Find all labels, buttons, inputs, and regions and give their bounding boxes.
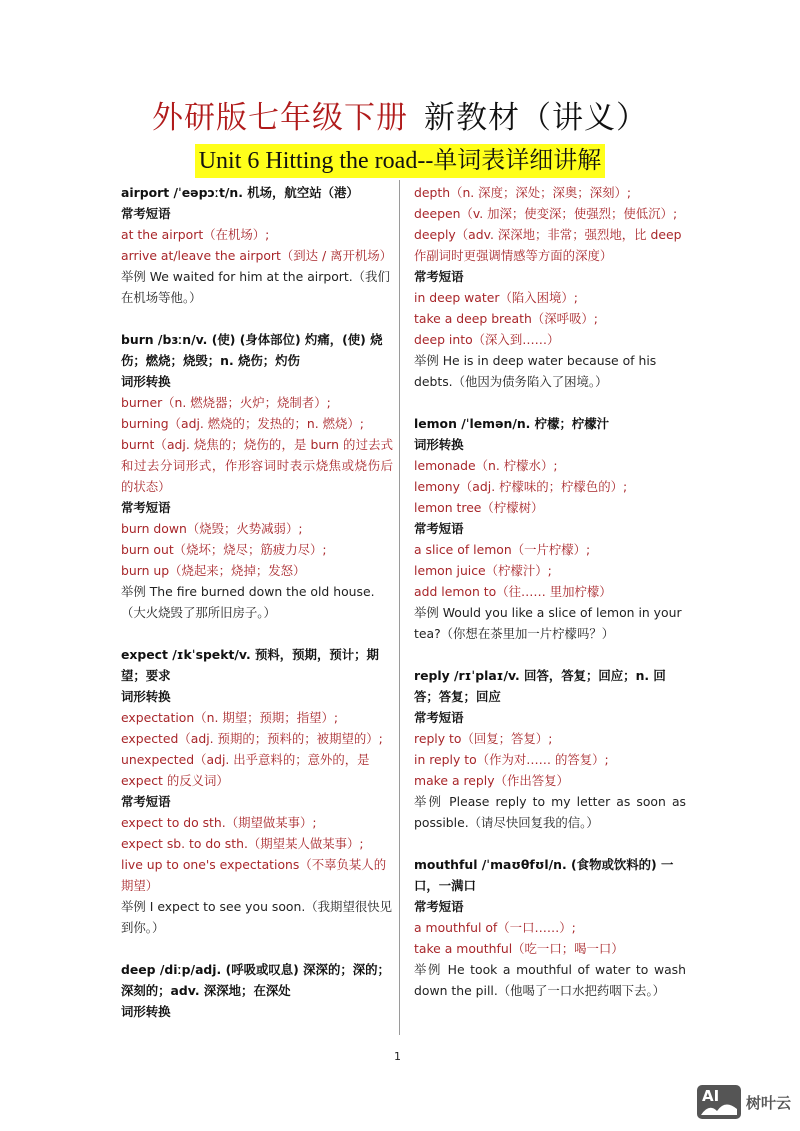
word-form-item: burnt（adj. 烧焦的；烧伤的，是 burn 的过去式和过去分词形式，作形容词时表示烧焦或烧伤后的状态） — [121, 437, 393, 494]
example-sentence: 举例 The fire burned down the old house.（大火烧毁了那所旧房子。） — [121, 584, 375, 620]
section-label: 词形转换 — [414, 437, 464, 452]
phrase-item: expect to do sth.（期望做某事）; — [121, 815, 317, 830]
entry-lemon — [414, 413, 686, 644]
right-column — [414, 182, 686, 1001]
example-sentence: 举例 He is in deep water because of his debts.（他因为债务陷入了困境。） — [414, 353, 657, 389]
example-sentence: 举例 I expect to see you soon.（我期望很快见到你。） — [121, 899, 393, 935]
phrase-item: lemon juice（柠檬汁）; — [414, 563, 552, 578]
entry-head: burn /bɜːn/v. (使) (身体部位) 灼痛，(使) 烧伤；燃烧；烧毁；n. 烧伤；灼伤 — [121, 332, 383, 368]
title-black: 新教材（讲义） — [424, 100, 648, 136]
phrase-item: deep into（深入到……） — [414, 332, 560, 347]
entry-deep-continued — [414, 182, 686, 392]
entry-head: mouthful /ˈmaʊθfʊl/n. (食物或饮料的) 一口，一满口 — [414, 857, 674, 893]
column-divider — [399, 180, 400, 1035]
phrase-item: burn up（烧起来；烧掉；发怒） — [121, 563, 306, 578]
word-form-item: expectation（n. 期望；预期；指望）; — [121, 710, 339, 725]
word-form-item: unexpected（adj. 出乎意料的；意外的，是 expect 的反义词） — [121, 752, 370, 788]
watermark — [697, 1085, 791, 1119]
word-form-item: lemony（adj. 柠檬味的；柠檬色的）; — [414, 479, 628, 494]
entry-head: deep /diːp/adj. (呼吸或叹息) 深深的；深的；深刻的；adv. 深深地；在深处 — [121, 962, 390, 998]
entry-head: airport /ˈeəpɔːt/n. 机场，航空站（港） — [121, 185, 359, 200]
document-subtitle: Unit 6 Hitting the road--单词表详细讲解 — [195, 144, 606, 178]
document-title — [0, 96, 800, 140]
example-sentence: 举例 Would you like a slice of lemon in your tea?（你想在茶里加一片柠檬吗？） — [414, 605, 682, 641]
word-form-item: lemon tree（柠檬树） — [414, 500, 544, 515]
section-label: 词形转换 — [121, 1004, 171, 1019]
subtitle-wrap — [0, 144, 800, 178]
entry-reply — [414, 665, 686, 833]
phrase-item: burn out（烧坏；烧尽；筋疲力尽）; — [121, 542, 327, 557]
entry-mouthful — [414, 854, 686, 1001]
left-column — [121, 182, 393, 1022]
section-label: 常考短语 — [414, 269, 464, 284]
example-sentence: 举例 Please reply to my letter as soon as possible.（请尽快回复我的信。） — [414, 794, 686, 830]
word-form-item: deeply（adv. 深深地；非常；强烈地，比 deep 作副词时更强调情感等方面的深度） — [414, 227, 682, 263]
word-form-item: burning（adj. 燃烧的；发热的；n. 燃烧）; — [121, 416, 364, 431]
phrase-item: arrive at/leave the airport（到达 / 离开机场） — [121, 248, 393, 263]
phrase-item: take a mouthful（吃一口；喝一口） — [414, 941, 624, 956]
phrase-item: in deep water（陷入困境）; — [414, 290, 578, 305]
section-label: 常考短语 — [414, 710, 464, 725]
phrase-item: a slice of lemon（一片柠檬）; — [414, 542, 591, 557]
phrase-item: in reply to（作为对…… 的答复）; — [414, 752, 609, 767]
phrase-item: take a deep breath（深呼吸）; — [414, 311, 598, 326]
section-label: 常考短语 — [121, 206, 171, 221]
section-label: 常考短语 — [121, 500, 171, 515]
entry-head: reply /rɪˈplaɪ/v. 回答，答复；回应；n. 回答；答复；回应 — [414, 668, 666, 704]
phrase-item: add lemon to（往…… 里加柠檬） — [414, 584, 612, 599]
phrase-item: expect sb. to do sth.（期望某人做某事）; — [121, 836, 364, 851]
example-sentence: 举例 We waited for him at the airport.（我们在机场等他。） — [121, 269, 390, 305]
example-sentence: 举例 He took a mouthful of water to wash down the pill.（他喝了一口水把药咽下去。） — [414, 962, 686, 998]
watermark-icon-text: AI — [702, 1087, 720, 1105]
word-form-item: expected（adj. 预期的；预料的；被期望的）; — [121, 731, 383, 746]
section-label: 词形转换 — [121, 374, 171, 389]
entry-burn — [121, 329, 393, 623]
word-form-item: depth（n. 深度；深处；深奥；深刻）; — [414, 185, 632, 200]
phrase-item: reply to（回复；答复）; — [414, 731, 553, 746]
phrase-item: burn down（烧毁；火势减弱）; — [121, 521, 303, 536]
ai-image-icon — [697, 1085, 741, 1119]
title-red: 外研版七年级下册 — [152, 100, 408, 136]
section-label: 常考短语 — [414, 899, 464, 914]
word-form-item: burner（n. 燃烧器；火炉；烧制者）; — [121, 395, 331, 410]
entry-head: expect /ɪkˈspekt/v. 预料，预期，预计；期望；要求 — [121, 647, 379, 683]
phrase-item: a mouthful of（一口……）; — [414, 920, 576, 935]
section-label: 常考短语 — [121, 794, 171, 809]
entry-head: lemon /ˈlemən/n. 柠檬；柠檬汁 — [414, 416, 610, 431]
entry-airport — [121, 182, 393, 308]
entry-expect — [121, 644, 393, 938]
page-number: 1 — [394, 1050, 401, 1063]
phrase-item: at the airport（在机场）; — [121, 227, 270, 242]
entry-deep — [121, 959, 393, 1022]
section-label: 词形转换 — [121, 689, 171, 704]
phrase-item: live up to one's expectations（不辜负某人的期望） — [121, 857, 387, 893]
watermark-text: 树叶云 — [746, 1093, 792, 1112]
section-label: 常考短语 — [414, 521, 464, 536]
phrase-item: make a reply（作出答复） — [414, 773, 569, 788]
word-form-item: lemonade（n. 柠檬水）; — [414, 458, 558, 473]
word-form-item: deepen（v. 加深；使变深；使强烈；使低沉）; — [414, 206, 678, 221]
